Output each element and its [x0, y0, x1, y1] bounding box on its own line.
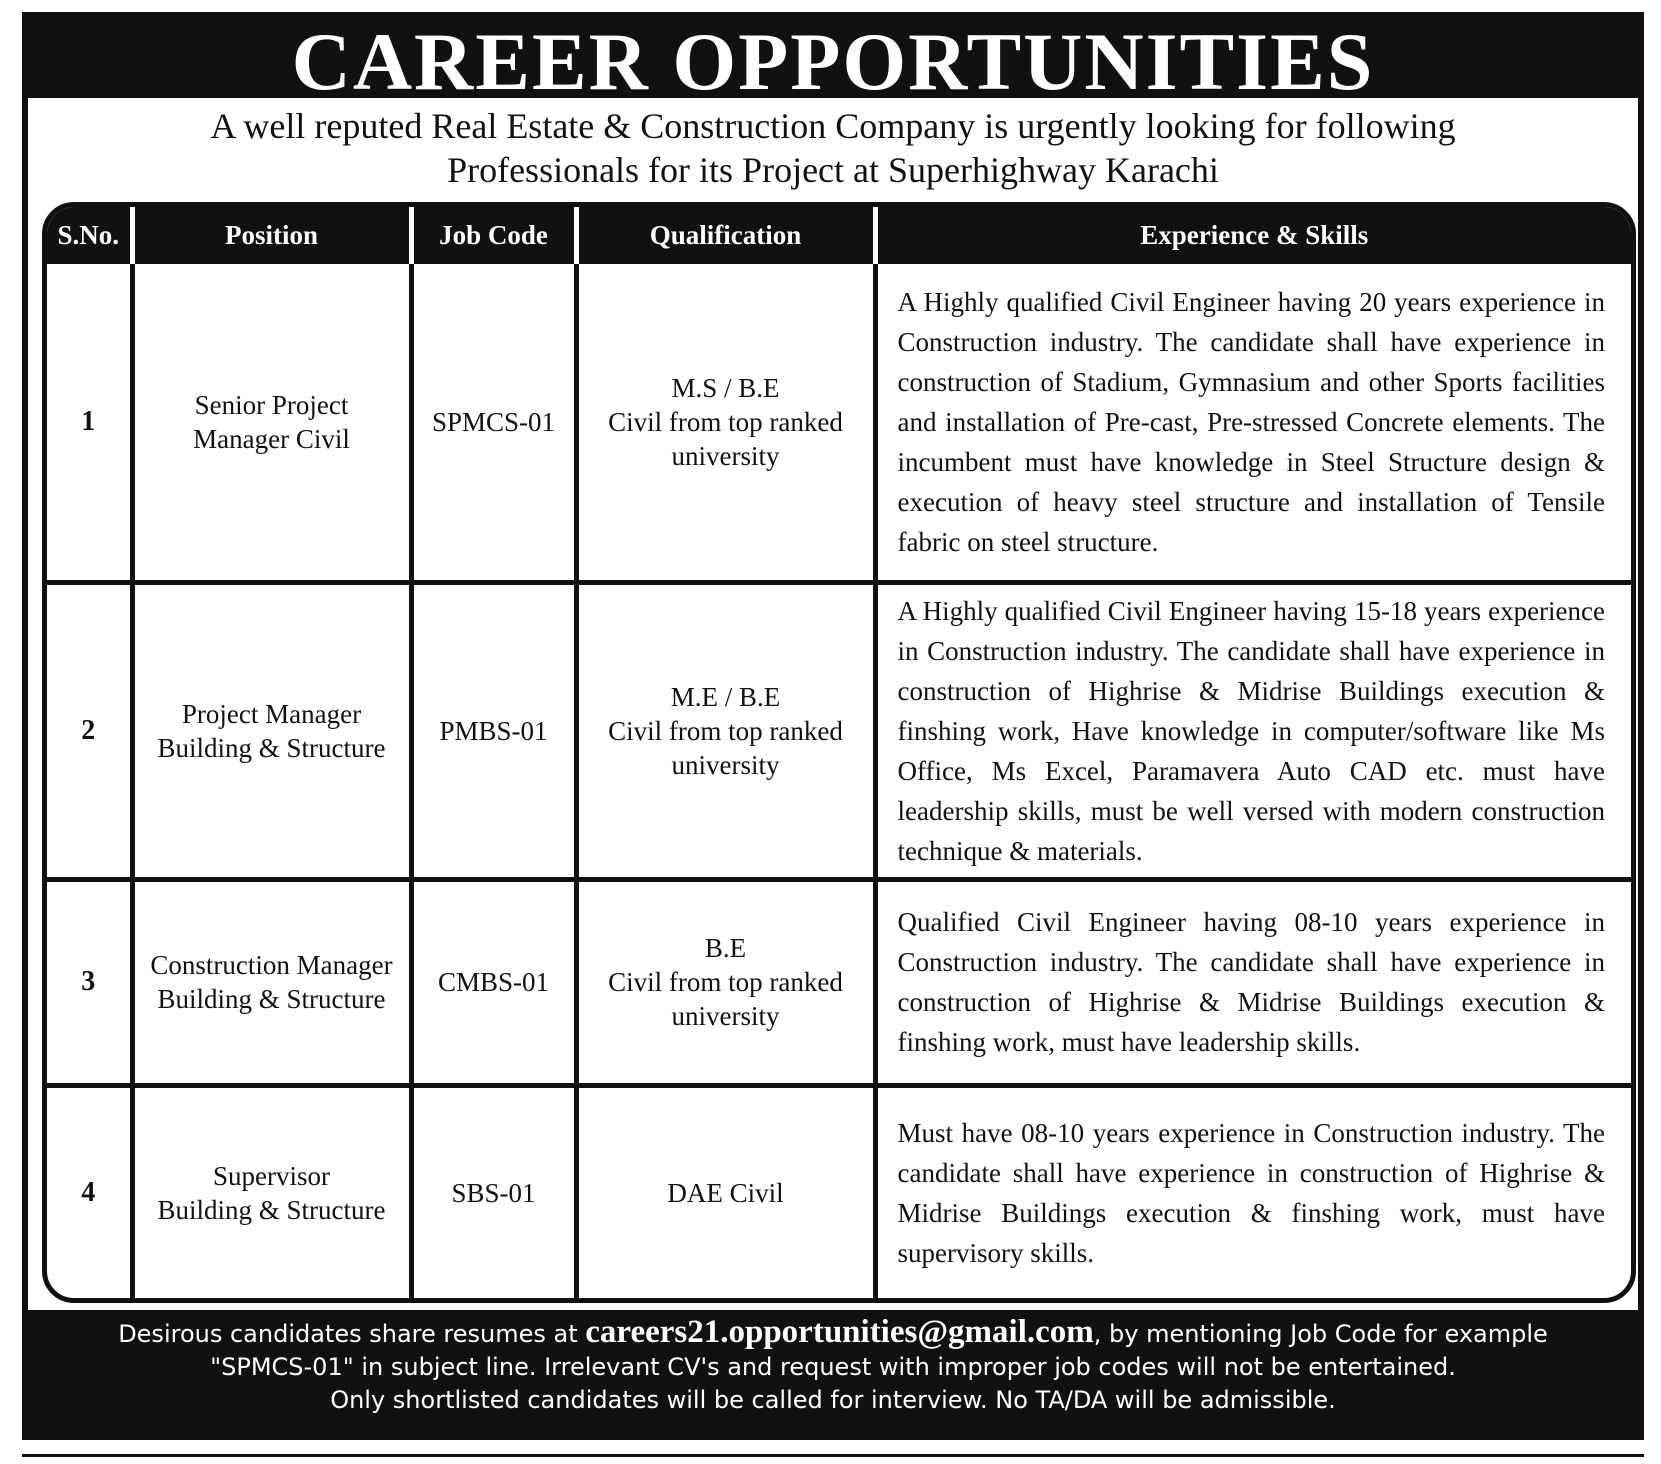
cell-experience: A Highly qualified Civil Engineer having 15-18 years experience in Construction industry. The candidate shall have experience in construction of Highrise & Midrise Buildings execution & finshing work, Have knowledge in computer/software like Ms Office, Ms Excel, Paramavera Auto CAD etc. must have leadership skills, must be well versed with modern construction technique & materials. [875, 582, 1631, 879]
column-header-position: Position [132, 207, 411, 264]
cell-sno: 3 [47, 879, 132, 1085]
footer-line-3: Only shortlisted candidates will be called for interview. No TA/DA will be admissible. [330, 1386, 1336, 1414]
column-header-job-code: Job Code [411, 207, 576, 264]
qualification-line: M.E / B.E [670, 681, 781, 712]
cell-position [132, 582, 411, 879]
cell-job-code: CMBS-01 [411, 879, 576, 1085]
position-line: Building & Structure [157, 732, 386, 763]
qualification-line: university [671, 1001, 780, 1031]
cell-sno: 2 [47, 582, 132, 879]
qualification-line: Civil from top ranked [608, 715, 843, 746]
qualification-line: B.E [704, 933, 747, 963]
position-line: Supervisor [213, 1160, 330, 1191]
cell-position [132, 264, 411, 582]
position-line: Senior Project [194, 389, 349, 420]
intro-line-1: A well reputed Real Estate & Construction Company is urgently looking for following [210, 106, 1456, 146]
column-header-experience: Experience & Skills [875, 207, 1631, 264]
table-row [47, 1085, 1631, 1298]
position-line: Building & Structure [157, 1194, 386, 1225]
intro-line-2: Professionals for its Project at Superhighway Karachi [447, 150, 1219, 190]
cell-job-code: SBS-01 [411, 1085, 576, 1298]
position-line: Construction Manager [150, 950, 393, 980]
table-row [47, 582, 1631, 879]
cell-qualification [576, 879, 875, 1085]
contact-email: careers21.opportunities@gmail.com [585, 1314, 1094, 1350]
bottom-divider [22, 1454, 1644, 1457]
cell-position [132, 1085, 411, 1298]
column-header-qualification: Qualification [576, 207, 875, 264]
position-line: Building & Structure [157, 984, 386, 1014]
cell-qualification [576, 264, 875, 582]
footer-text: Desirous candidates share resumes at [118, 1320, 586, 1348]
cell-job-code: SPMCS-01 [411, 264, 576, 582]
table-header-row [47, 207, 1631, 264]
qualification-line: Civil from top ranked [608, 406, 843, 437]
cell-experience: Must have 08-10 years experience in Construction industry. The candidate shall have experience in construction of Highrise & Midrise Buildings execution & finshing work, must have supervisory skills. [875, 1085, 1631, 1298]
qualification-line: DAE Civil [667, 1177, 784, 1208]
cell-job-code: PMBS-01 [411, 582, 576, 879]
cell-sno: 4 [47, 1085, 132, 1298]
advertisement-frame [22, 12, 1644, 1440]
footer-text: , by mentioning Job Code for example [1093, 1320, 1548, 1348]
position-line: Manager Civil [193, 423, 350, 454]
qualification-line: university [671, 440, 780, 471]
qualification-line: university [671, 749, 780, 780]
cell-position [132, 879, 411, 1085]
jobs-table [42, 202, 1636, 1303]
cell-qualification [576, 1085, 875, 1298]
footer-instructions [28, 1310, 1638, 1434]
footer-line-1 [28, 1316, 1638, 1351]
cell-qualification [576, 582, 875, 879]
qualification-line: M.S / B.E [671, 372, 780, 403]
position-line: Project Manager [181, 698, 362, 729]
table-row [47, 264, 1631, 582]
table-row [47, 879, 1631, 1085]
intro-text [28, 104, 1638, 192]
cell-experience: Qualified Civil Engineer having 08-10 years experience in Construction industry. The candidate shall have experience in construction of Highrise & Midrise Buildings execution & finshing work, must have leadership skills. [875, 879, 1631, 1085]
page-title: CAREER OPPORTUNITIES [28, 18, 1638, 98]
footer-line-2: "SPMCS-01" in subject line. Irrelevant CV's and request with improper job codes will not be entertained. [210, 1353, 1456, 1381]
cell-experience: A Highly qualified Civil Engineer having 20 years experience in Construction industry. The candidate shall have experience in construction of Stadium, Gymnasium and other Sports facilities and installation of Pre-cast, Pre-stressed Concrete elements. The incumbent must have knowledge in Steel Structure design & execution of heavy steel structure and installation of Tensile fabric on steel structure. [897, 286, 1605, 557]
qualification-line: Civil from top ranked [608, 967, 843, 997]
column-header-sno: S.No. [47, 207, 132, 264]
cell-sno: 1 [47, 264, 132, 582]
